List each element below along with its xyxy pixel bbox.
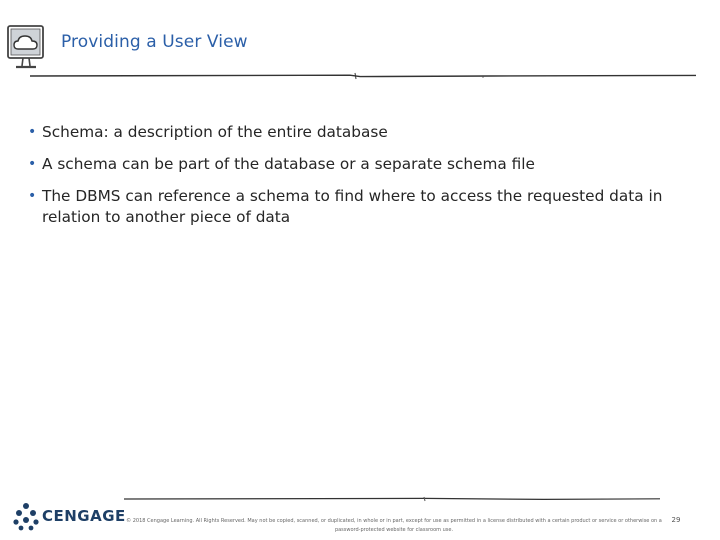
- bullet-list: [28, 122, 698, 239]
- bullet-dot: •: [28, 156, 37, 172]
- cloud-monitor-icon: [6, 20, 46, 72]
- title-divider: [30, 70, 696, 82]
- bullet-text: The DBMS can reference a schema to find where to access the requested data in relation to another piece of data: [42, 187, 663, 226]
- bullet-dot: •: [28, 188, 37, 204]
- bullet-text: A schema can be part of the database or a separate schema file: [42, 155, 535, 173]
- slide-number: 29: [671, 516, 681, 524]
- bullet-item: [28, 154, 698, 175]
- slide-title: Providing a User View: [61, 32, 248, 52]
- footer-divider: [124, 494, 660, 504]
- bullet-item: [28, 122, 698, 143]
- bullet-dot: •: [28, 124, 37, 140]
- cengage-logo-text: CENGAGE: [42, 507, 126, 525]
- bullet-text: Schema: a description of the entire database: [42, 123, 388, 141]
- cengage-logo-icon: [12, 500, 40, 532]
- copyright-notice: © 2018 Cengage Learning. All Rights Reserved. May not be copied, scanned, or duplicated, in whole or in part, except for use as permitted in a license distributed with a certain product or service or otherwise on a password-protected website for classroom use.: [126, 518, 662, 533]
- bullet-item: [28, 186, 698, 228]
